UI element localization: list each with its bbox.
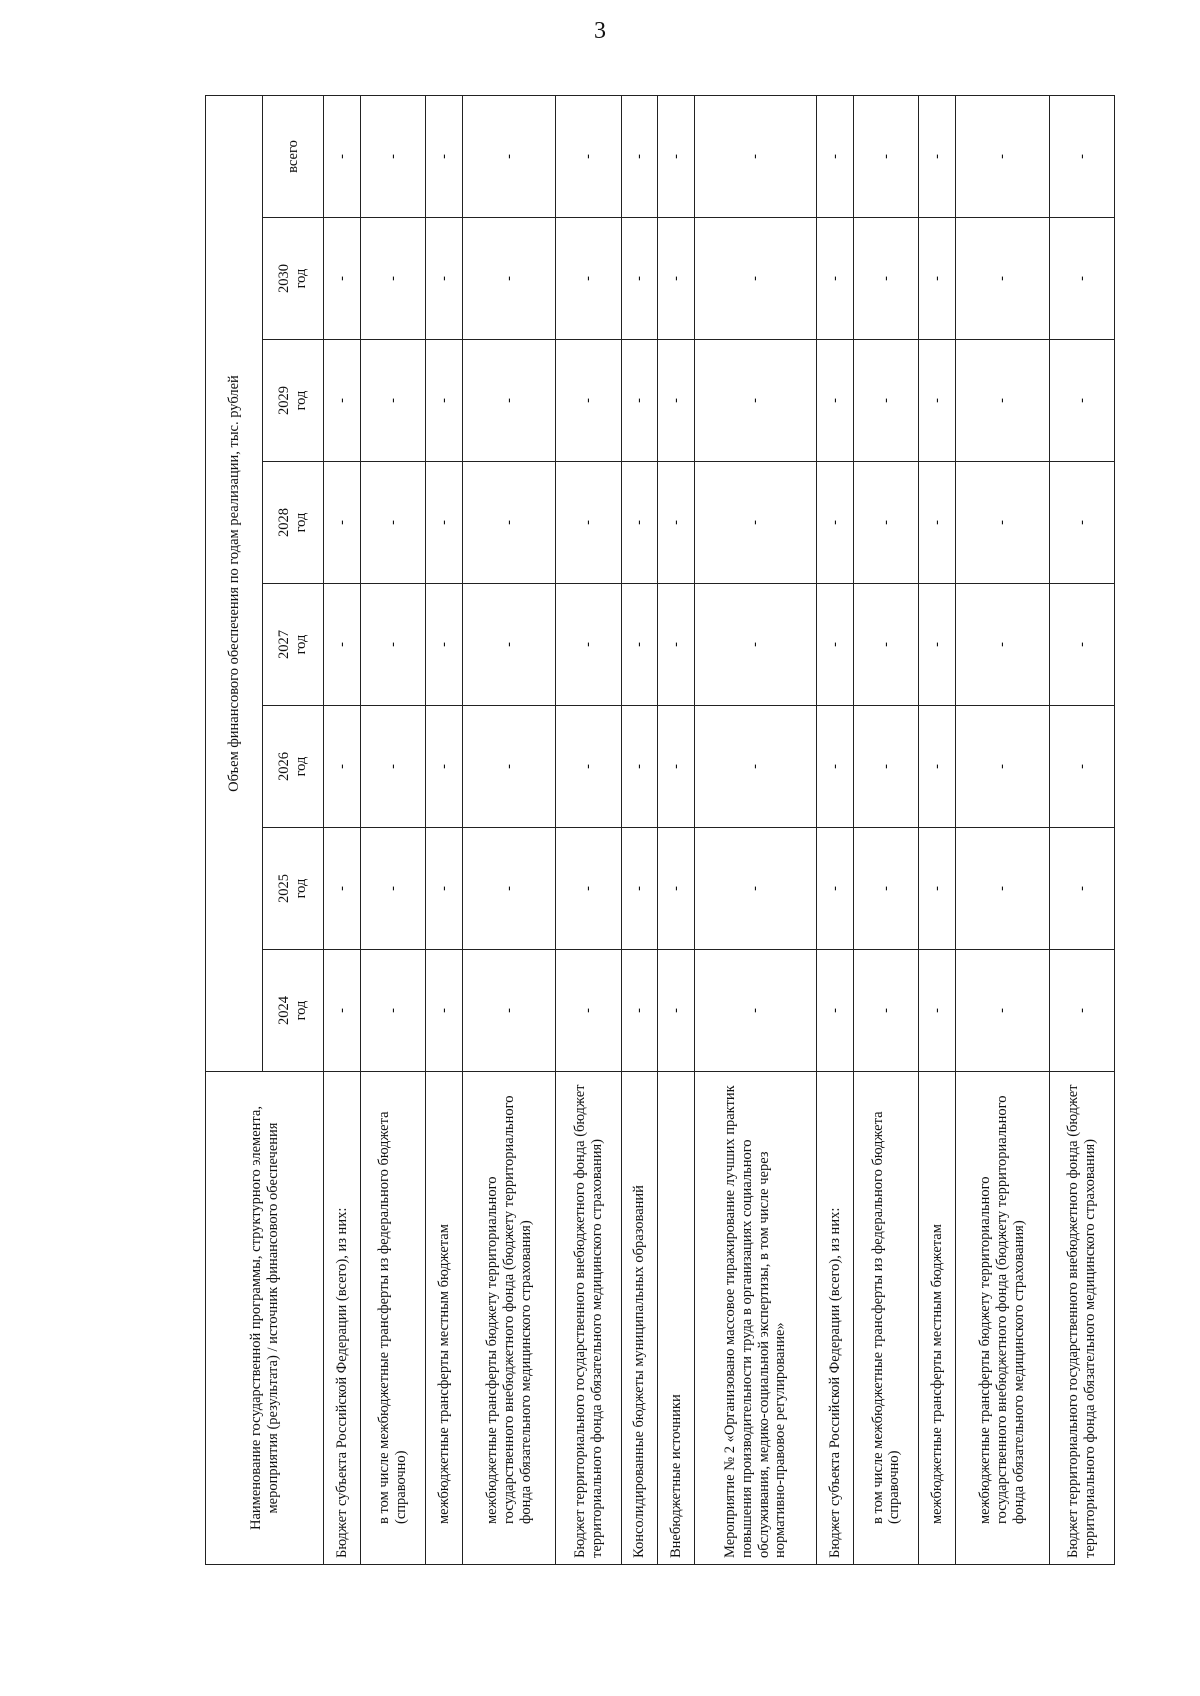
value-cell: -	[658, 584, 695, 706]
year-header	[263, 462, 324, 584]
value-cell: -	[426, 950, 463, 1072]
value-cell: -	[621, 706, 658, 828]
value-cell: -	[817, 218, 854, 340]
total-cell: -	[621, 96, 658, 218]
value-cell: -	[658, 706, 695, 828]
value-cell: -	[556, 340, 621, 462]
row-label: межбюджетные трансферты местным бюджетам	[426, 1072, 463, 1565]
value-cell: -	[360, 462, 425, 584]
year-unit: год	[293, 1000, 309, 1021]
value-cell: -	[426, 462, 463, 584]
value-cell: -	[324, 950, 361, 1072]
value-cell: -	[817, 462, 854, 584]
value-cell: -	[426, 584, 463, 706]
value-cell: -	[695, 340, 817, 462]
value-cell: -	[462, 462, 556, 584]
value-cell: -	[1049, 950, 1114, 1072]
value-cell: -	[621, 584, 658, 706]
value-cell: -	[854, 950, 919, 1072]
value-cell: -	[621, 828, 658, 950]
value-cell: -	[1049, 340, 1114, 462]
value-cell: -	[621, 950, 658, 1072]
name-column-header: Наименование государственной программы, структурного элемента, мероприятия (результата) / источник финансового обеспечения	[206, 1072, 324, 1565]
value-cell: -	[556, 218, 621, 340]
year-unit: год	[293, 268, 309, 289]
value-cell: -	[956, 950, 1050, 1072]
value-cell: -	[1049, 584, 1114, 706]
table-row	[462, 96, 556, 1565]
year-unit: год	[293, 756, 309, 777]
value-cell: -	[956, 462, 1050, 584]
value-cell: -	[426, 828, 463, 950]
value-cell: -	[426, 218, 463, 340]
row-label: в том числе межбюджетные трансферты из федерального бюджета (справочно)	[854, 1072, 919, 1565]
year-label: 2025	[276, 874, 293, 903]
financing-table	[205, 95, 1115, 1565]
value-cell: -	[556, 950, 621, 1072]
value-cell: -	[956, 828, 1050, 950]
total-cell: -	[1049, 96, 1114, 218]
value-cell: -	[462, 828, 556, 950]
table-row	[956, 96, 1050, 1565]
table-row	[621, 96, 658, 1565]
value-cell: -	[324, 828, 361, 950]
year-header	[263, 218, 324, 340]
row-label: Бюджет территориального государственного внебюджетного фонда (бюджет территориального фонда обязательного медицинского страхования)	[556, 1072, 621, 1565]
total-cell: -	[556, 96, 621, 218]
value-cell: -	[956, 706, 1050, 828]
table-row	[1049, 96, 1114, 1565]
value-cell: -	[695, 218, 817, 340]
value-cell: -	[854, 218, 919, 340]
row-label: межбюджетные трансферты бюджету территориального государственного внебюджетного фонда (бюджету территориального фонда обязательного медицинского страхования)	[956, 1072, 1050, 1565]
value-cell: -	[360, 340, 425, 462]
value-cell: -	[854, 706, 919, 828]
row-label: Консолидированные бюджеты муниципальных образований	[621, 1072, 658, 1565]
value-cell: -	[956, 340, 1050, 462]
value-cell: -	[817, 706, 854, 828]
value-cell: -	[360, 584, 425, 706]
value-cell: -	[556, 462, 621, 584]
total-cell: -	[695, 96, 817, 218]
value-cell: -	[556, 828, 621, 950]
total-header: всего	[263, 96, 324, 218]
value-cell: -	[324, 584, 361, 706]
total-cell: -	[956, 96, 1050, 218]
row-label: межбюджетные трансферты местным бюджетам	[919, 1072, 956, 1565]
value-cell: -	[919, 706, 956, 828]
row-label: в том числе межбюджетные трансферты из федерального бюджета (справочно)	[360, 1072, 425, 1565]
value-cell: -	[854, 340, 919, 462]
total-cell: -	[462, 96, 556, 218]
value-cell: -	[956, 218, 1050, 340]
value-cell: -	[1049, 462, 1114, 584]
page-number: 3	[594, 18, 606, 44]
value-cell: -	[462, 340, 556, 462]
value-cell: -	[462, 706, 556, 828]
value-cell: -	[919, 828, 956, 950]
value-cell: -	[621, 218, 658, 340]
value-cell: -	[919, 584, 956, 706]
value-cell: -	[426, 340, 463, 462]
year-header	[263, 706, 324, 828]
year-unit: год	[293, 390, 309, 411]
value-cell: -	[1049, 828, 1114, 950]
value-cell: -	[817, 950, 854, 1072]
value-cell: -	[854, 462, 919, 584]
value-cell: -	[695, 706, 817, 828]
value-cell: -	[919, 218, 956, 340]
value-cell: -	[360, 828, 425, 950]
total-cell: -	[426, 96, 463, 218]
value-cell: -	[324, 218, 361, 340]
row-label: Бюджет субъекта Российской Федерации (всего), из них:	[324, 1072, 361, 1565]
value-cell: -	[360, 706, 425, 828]
row-label: Внебюджетные источники	[658, 1072, 695, 1565]
year-unit: год	[293, 634, 309, 655]
value-cell: -	[854, 584, 919, 706]
value-cell: -	[360, 950, 425, 1072]
table-row	[556, 96, 621, 1565]
value-cell: -	[658, 462, 695, 584]
value-cell: -	[658, 950, 695, 1072]
value-cell: -	[556, 706, 621, 828]
value-cell: -	[556, 584, 621, 706]
value-cell: -	[324, 462, 361, 584]
value-cell: -	[919, 340, 956, 462]
value-cell: -	[426, 706, 463, 828]
value-cell: -	[695, 462, 817, 584]
value-cell: -	[919, 950, 956, 1072]
year-header	[263, 584, 324, 706]
year-header	[263, 340, 324, 462]
year-label: 2027	[276, 630, 293, 659]
value-cell: -	[817, 828, 854, 950]
value-cell: -	[1049, 218, 1114, 340]
year-unit: год	[293, 512, 309, 533]
year-label: 2029	[276, 386, 293, 415]
table-row	[324, 96, 361, 1565]
value-cell: -	[817, 584, 854, 706]
value-cell: -	[462, 584, 556, 706]
year-label: 2030	[276, 264, 293, 293]
year-label: 2028	[276, 508, 293, 537]
table-row	[426, 96, 463, 1565]
value-cell: -	[324, 706, 361, 828]
year-label: 2026	[276, 752, 293, 781]
total-cell: -	[854, 96, 919, 218]
total-cell: -	[919, 96, 956, 218]
row-label: Бюджет субъекта Российской Федерации (всего), из них:	[817, 1072, 854, 1565]
value-cell: -	[695, 828, 817, 950]
table-row	[919, 96, 956, 1565]
value-cell: -	[462, 218, 556, 340]
rotated-table-wrapper	[205, 95, 1115, 1565]
row-label: Бюджет территориального государственного внебюджетного фонда (бюджет территориального фонда обязательного медицинского страхования)	[1049, 1072, 1114, 1565]
value-cell: -	[1049, 706, 1114, 828]
total-cell: -	[360, 96, 425, 218]
value-cell: -	[324, 340, 361, 462]
table-row	[817, 96, 854, 1565]
financing-volume-header: Объем финансового обеспечения по годам реализации, тыс. рублей	[206, 96, 263, 1072]
row-label: Мероприятие № 2 «Организовано массовое тиражирование лучших практик повышения производительности труда в организациях социального обслуживания, медико-социальной экспертизы, в том числе через нормативно-правовое регулирование»	[695, 1072, 817, 1565]
table-row	[695, 96, 817, 1565]
value-cell: -	[621, 340, 658, 462]
year-header	[263, 828, 324, 950]
row-label: межбюджетные трансферты бюджету территориального государственного внебюджетного фонда (бюджету территориального фонда обязательного медицинского страхования)	[462, 1072, 556, 1565]
year-label: 2024	[276, 996, 293, 1025]
value-cell: -	[658, 218, 695, 340]
value-cell: -	[658, 828, 695, 950]
value-cell: -	[956, 584, 1050, 706]
value-cell: -	[695, 950, 817, 1072]
value-cell: -	[695, 584, 817, 706]
value-cell: -	[919, 462, 956, 584]
value-cell: -	[360, 218, 425, 340]
table-row	[854, 96, 919, 1565]
table-row	[658, 96, 695, 1565]
year-unit: год	[293, 878, 309, 899]
table-row	[360, 96, 425, 1565]
value-cell: -	[658, 340, 695, 462]
total-cell: -	[324, 96, 361, 218]
year-header	[263, 950, 324, 1072]
total-cell: -	[817, 96, 854, 218]
value-cell: -	[817, 340, 854, 462]
value-cell: -	[854, 828, 919, 950]
total-cell: -	[658, 96, 695, 218]
value-cell: -	[462, 950, 556, 1072]
value-cell: -	[621, 462, 658, 584]
